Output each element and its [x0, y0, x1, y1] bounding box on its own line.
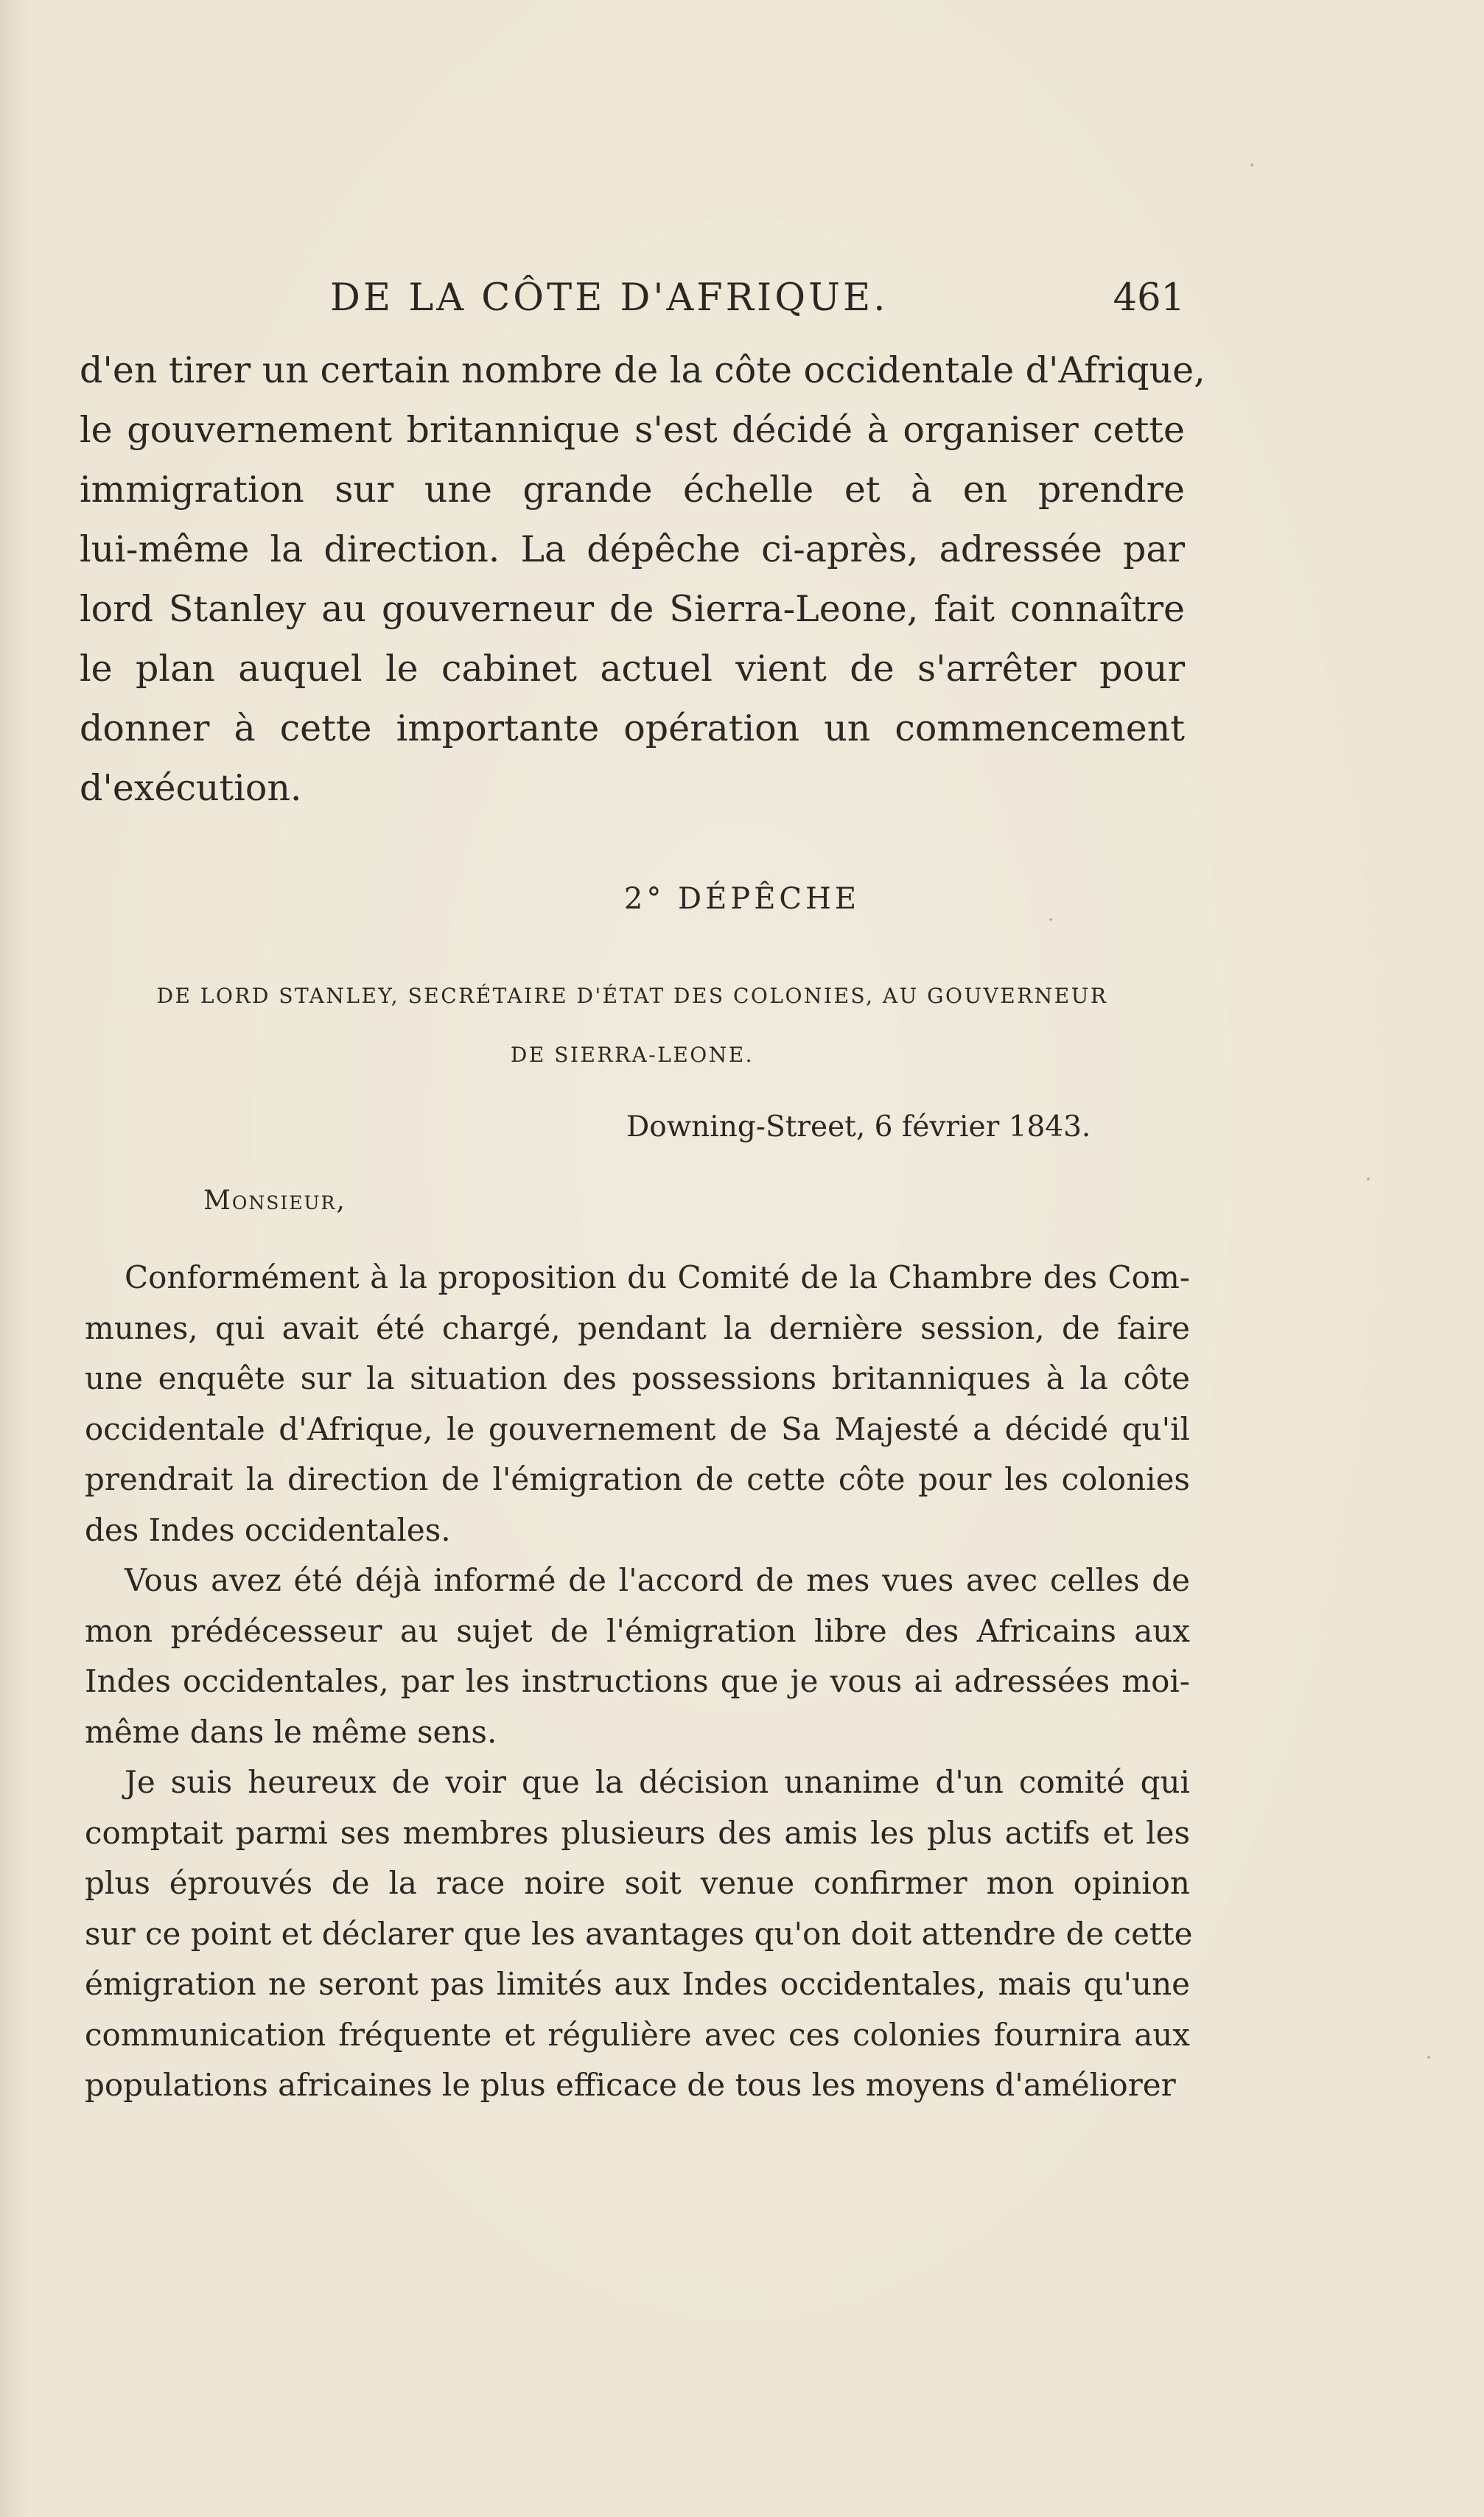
paper-speck	[1427, 2056, 1430, 2059]
running-head	[80, 269, 1185, 328]
paper-speck	[1250, 164, 1253, 167]
text-line: sur ce point et déclarer que les avantages qu'on doit attendre de cette	[85, 1915, 1193, 1952]
page-number: 461	[1113, 276, 1185, 320]
text-line: occidentale d'Afrique, le gouvernement de Sa Majesté a décidé qu'il	[85, 1410, 1190, 1447]
letter-date-line: Downing-Street, 6 février 1843.	[626, 1110, 1091, 1144]
letter-body	[85, 1253, 1193, 2111]
text-line: le gouvernement britannique s'est décidé à organiser cette	[80, 409, 1185, 451]
intro-paragraph	[80, 340, 1205, 818]
text-line: plus éprouvés de la race noire soit venue confirmer mon opinion	[85, 1865, 1190, 1901]
text-line: donner à cette importante opération un commencement	[80, 707, 1185, 749]
text-line: le plan auquel le cabinet actuel vient de s'arrêter pour	[80, 648, 1185, 690]
text-line: d'en tirer un certain nombre de la côte occidentale d'Afrique,	[80, 349, 1205, 391]
text-line: mon prédécesseur au sujet de l'émigration libre des Africains aux	[85, 1612, 1190, 1649]
letter-paragraph	[85, 1757, 1193, 2111]
page-edge-shadow	[0, 0, 29, 2517]
text-line: même dans le même sens.	[85, 1713, 497, 1750]
text-line: des Indes occidentales.	[85, 1511, 451, 1548]
text-line: comptait parmi ses membres plusieurs des amis les plus actifs et les	[85, 1814, 1190, 1851]
section-subheading	[80, 967, 1185, 1085]
running-title: DE LA CÔTE D'AFRIQUE.	[330, 276, 889, 320]
letter-paragraph	[85, 1555, 1190, 1757]
letter-paragraph	[85, 1253, 1190, 1555]
section-heading: 2° DÉPÊCHE	[623, 882, 861, 916]
letter-salutation: Monsieur,	[203, 1186, 346, 1216]
text-line: lui-même la direction. La dépêche ci-après, adressée par	[80, 528, 1185, 570]
text-line: Indes occidentales, par les instructions que je vous ai adressées moi-	[85, 1663, 1190, 1699]
paper-speck	[1367, 1177, 1370, 1180]
text-line: munes, qui avait été chargé, pendant la dernière session, de faire	[85, 1309, 1190, 1346]
text-line: Je suis heureux de voir que la décision unanime d'un comité qui	[125, 1764, 1190, 1800]
text-line: immigration sur une grande échelle et à en prendre	[80, 469, 1185, 511]
text-line: Conformément à la proposition du Comité de la Chambre des Com-	[125, 1259, 1190, 1295]
text-line: populations africaines le plus efficace de tous les moyens d'améliorer	[85, 2067, 1176, 2103]
text-line: communication fréquente et régulière avec ces colonies fournira aux	[85, 2016, 1190, 2053]
subheading-line: DE LORD STANLEY, SECRÉTAIRE D'ÉTAT DES COLONIES, AU GOUVERNEUR	[156, 984, 1108, 1008]
text-line: d'exécution.	[80, 767, 302, 809]
text-line: une enquête sur la situation des possessions britanniques à la côte	[85, 1360, 1190, 1396]
text-line: émigration ne seront pas limités aux Indes occidentales, mais qu'une	[85, 1966, 1190, 2002]
text-line: Vous avez été déjà informé de l'accord de mes vues avec celles de	[125, 1562, 1190, 1598]
subheading-line: DE SIERRA-LEONE.	[510, 1043, 755, 1067]
text-line: lord Stanley au gouverneur de Sierra-Leone, fait connaître	[80, 588, 1185, 630]
text-line: prendrait la direction de l'émigration de cette côte pour les colonies	[85, 1461, 1190, 1497]
